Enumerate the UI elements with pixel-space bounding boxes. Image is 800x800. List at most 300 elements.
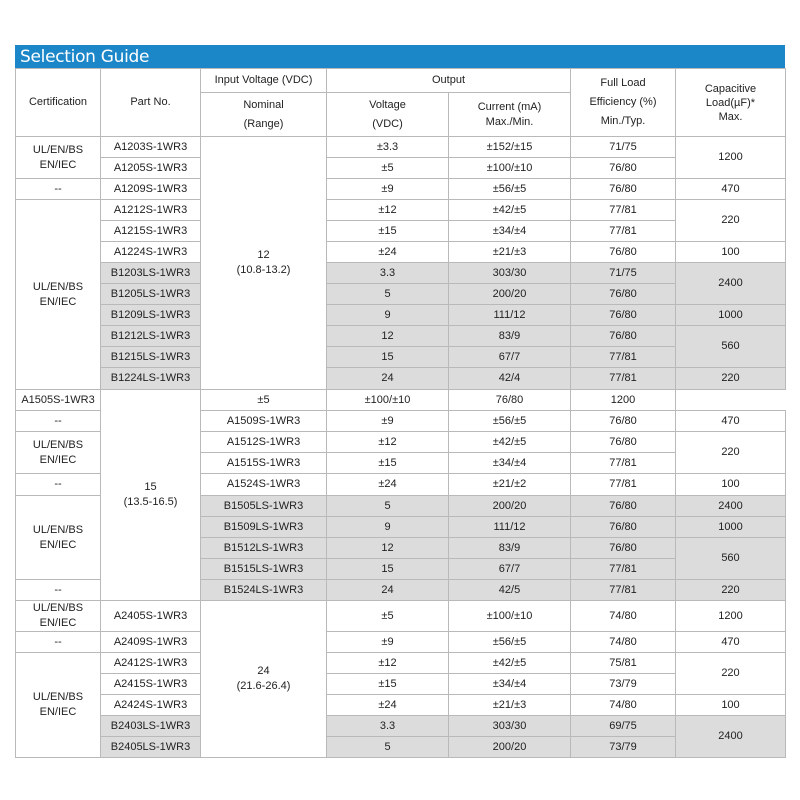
certification-cell — [16, 432, 101, 474]
output-voltage-cell — [327, 517, 449, 538]
part-no: A1512S-1WR3 — [226, 435, 301, 448]
output-voltage-cell — [327, 474, 449, 496]
current-cell — [449, 474, 571, 496]
part-no: A1515S-1WR3 — [226, 456, 301, 469]
capacitive-load: 470 — [721, 414, 740, 427]
output-voltage-cell — [327, 221, 449, 242]
part-no-cell — [201, 474, 327, 496]
voltage-range: (13.5-16.5) — [123, 496, 178, 508]
output-current: ±152/±15 — [486, 140, 533, 153]
output-current: 111/12 — [493, 308, 526, 321]
capacitive-load-cell — [676, 137, 786, 179]
capacitive-load: 560 — [721, 340, 740, 352]
part-no: A1215S-1WR3 — [113, 224, 188, 237]
capacitive-load: 2400 — [718, 730, 743, 742]
efficiency: 76/80 — [609, 245, 637, 258]
output-voltage: ±15 — [378, 677, 397, 690]
part-no: A1224S-1WR3 — [113, 245, 188, 258]
header-current-line1: Current (mA) — [477, 100, 542, 113]
capacitive-load: 220 — [721, 583, 740, 596]
section-title: Selection Guide — [20, 47, 150, 67]
output-current: 83/9 — [498, 329, 521, 342]
efficiency-cell — [571, 517, 676, 538]
header-output: Output — [327, 69, 571, 93]
cert-label: -- — [54, 583, 62, 596]
header-voltage-label: Voltage — [369, 98, 406, 111]
output-current: 303/30 — [492, 719, 527, 732]
output-voltage: ±9 — [381, 414, 394, 427]
output-voltage: ±12 — [378, 203, 397, 216]
efficiency-cell — [571, 137, 676, 158]
output-voltage: 15 — [381, 350, 394, 363]
output-voltage-cell — [327, 200, 449, 221]
output-voltage: 9 — [384, 520, 391, 533]
efficiency: 76/80 — [609, 329, 637, 342]
part-no-cell — [101, 601, 201, 632]
output-voltage: 5 — [384, 287, 391, 300]
table-row — [16, 158, 786, 179]
nominal-voltage: 24 — [257, 665, 270, 677]
table-row — [16, 737, 786, 758]
capacitive-load-cell — [676, 695, 786, 716]
cert-label: UL/EN/BS — [32, 438, 84, 451]
part-no: A1203S-1WR3 — [113, 140, 188, 153]
section-header — [15, 45, 785, 68]
header-input-voltage: Input Voltage (VDC) — [201, 69, 327, 93]
efficiency-cell — [571, 432, 676, 453]
certification-cell — [16, 474, 101, 496]
capacitive-load: 1200 — [610, 393, 636, 406]
part-no-cell — [101, 137, 201, 158]
capacitive-load: 560 — [721, 552, 740, 564]
capacitive-load-cell — [676, 305, 786, 326]
efficiency: 77/81 — [609, 350, 637, 363]
header-nominal-label: Nominal — [243, 98, 284, 111]
current-cell — [449, 347, 571, 368]
output-voltage-cell — [327, 632, 449, 653]
output-voltage-cell — [327, 158, 449, 179]
part-no-cell — [201, 517, 327, 538]
output-voltage-cell — [327, 326, 449, 347]
efficiency-cell — [571, 158, 676, 179]
output-voltage-cell — [201, 390, 327, 411]
header-range-label: (Range) — [243, 117, 284, 130]
output-voltage: ±15 — [378, 456, 397, 469]
output-voltage-cell — [327, 453, 449, 474]
capacitive-load: 2400 — [718, 277, 743, 289]
current-cell — [449, 411, 571, 432]
current-cell — [449, 221, 571, 242]
capacitive-load-cell — [676, 263, 786, 305]
part-no: A1524S-1WR3 — [226, 478, 301, 490]
part-no-cell — [101, 653, 201, 674]
part-no-cell — [201, 432, 327, 453]
efficiency: 77/81 — [609, 562, 637, 575]
part-no-cell — [101, 200, 201, 221]
output-current: ±34/±4 — [492, 677, 527, 690]
output-current: 200/20 — [492, 287, 527, 300]
table-row — [16, 179, 786, 200]
output-voltage-cell — [327, 368, 449, 390]
efficiency: 76/80 — [609, 520, 637, 533]
table-row — [16, 200, 786, 221]
part-no: A2405S-1WR3 — [113, 609, 188, 622]
efficiency: 73/79 — [609, 740, 637, 753]
part-no: A2409S-1WR3 — [113, 635, 188, 648]
current-cell — [449, 284, 571, 305]
current-cell — [449, 158, 571, 179]
part-no-cell — [201, 580, 327, 601]
capacitive-load-cell — [676, 411, 786, 432]
output-voltage-cell — [327, 559, 449, 580]
efficiency-cell — [571, 242, 676, 263]
efficiency: 77/81 — [609, 478, 637, 490]
current-cell — [449, 200, 571, 221]
table-row — [16, 137, 786, 158]
efficiency: 76/80 — [609, 435, 637, 448]
table-row — [16, 305, 786, 326]
certification-cell — [16, 632, 101, 653]
capacitive-load-cell — [676, 716, 786, 758]
part-no-cell — [101, 674, 201, 695]
part-no-cell — [101, 158, 201, 179]
output-voltage-cell — [327, 432, 449, 453]
output-voltage: ±24 — [378, 478, 397, 490]
output-current: ±56/±5 — [492, 182, 527, 195]
output-voltage: ±3.3 — [376, 140, 399, 153]
cert-label: -- — [54, 478, 62, 490]
efficiency: 76/80 — [495, 393, 524, 406]
current-cell — [449, 517, 571, 538]
current-cell — [449, 496, 571, 517]
cert-label: EN/IEC — [39, 453, 77, 466]
header-nominal — [201, 93, 327, 137]
voltage-range: (10.8-13.2) — [236, 264, 291, 276]
output-voltage: 3.3 — [379, 266, 396, 279]
part-no: A1212S-1WR3 — [113, 203, 188, 216]
efficiency: 71/75 — [609, 266, 637, 279]
part-no-cell — [101, 347, 201, 368]
output-voltage-cell — [327, 179, 449, 200]
capacitive-load: 220 — [721, 667, 740, 679]
capacitive-load: 100 — [721, 245, 740, 258]
efficiency-cell — [449, 390, 571, 411]
certification-cell — [16, 601, 101, 632]
output-voltage-cell — [327, 305, 449, 326]
header-cert: Certification — [16, 69, 101, 137]
output-current: ±42/±5 — [492, 656, 527, 669]
output-current: 303/30 — [492, 266, 527, 279]
efficiency-cell — [571, 347, 676, 368]
output-voltage: ±12 — [378, 435, 397, 448]
part-no: B1512LS-1WR3 — [223, 541, 304, 554]
capacitive-load: 1200 — [718, 151, 743, 163]
table-row — [16, 390, 786, 411]
output-current: ±34/±4 — [492, 224, 527, 237]
part-no: B1524LS-1WR3 — [223, 583, 304, 596]
header-cap-line3: Max. — [718, 110, 743, 123]
output-current: ±100/±10 — [364, 393, 411, 406]
capacitive-load-cell — [676, 200, 786, 242]
part-no-cell — [201, 538, 327, 559]
output-current: ±56/±5 — [492, 635, 527, 648]
table-row — [16, 632, 786, 653]
output-voltage: ±15 — [378, 224, 397, 237]
table-row — [16, 368, 786, 390]
output-current: ±100/±10 — [486, 161, 533, 174]
capacitive-load: 220 — [721, 372, 740, 384]
efficiency-cell — [571, 221, 676, 242]
cert-label: EN/IEC — [39, 158, 77, 171]
output-voltage: ±9 — [381, 182, 394, 195]
efficiency: 75/81 — [609, 656, 637, 669]
part-no: B1224LS-1WR3 — [110, 372, 191, 384]
current-cell — [449, 263, 571, 284]
efficiency: 73/79 — [609, 677, 637, 690]
efficiency: 74/80 — [609, 609, 637, 622]
header-voltage — [327, 93, 449, 137]
capacitive-load: 220 — [721, 214, 740, 226]
header-efficiency — [571, 69, 676, 137]
efficiency: 76/80 — [609, 308, 637, 321]
table-row — [16, 242, 786, 263]
certification-cell — [16, 580, 101, 601]
part-no-cell — [16, 390, 101, 411]
output-voltage: 5 — [384, 740, 391, 753]
efficiency: 76/80 — [609, 499, 637, 512]
efficiency: 76/80 — [609, 182, 637, 195]
output-voltage: 24 — [381, 372, 394, 384]
part-no-cell — [101, 284, 201, 305]
output-voltage: ±5 — [257, 393, 270, 406]
capacitive-load: 1000 — [718, 520, 743, 533]
capacitive-load: 1200 — [718, 609, 743, 622]
part-no: A1209S-1WR3 — [113, 182, 188, 195]
part-no-cell — [201, 453, 327, 474]
efficiency-cell — [571, 632, 676, 653]
part-no: B1505LS-1WR3 — [223, 499, 304, 512]
part-no-cell — [101, 632, 201, 653]
current-cell — [449, 538, 571, 559]
efficiency: 69/75 — [609, 719, 637, 732]
capacitive-load-cell — [676, 632, 786, 653]
header-eff-line3: Min./Typ. — [600, 115, 646, 127]
cert-label: UL/EN/BS — [32, 143, 84, 156]
cert-label: UL/EN/BS — [32, 523, 84, 536]
output-current: 111/12 — [493, 520, 526, 533]
part-no-cell — [101, 305, 201, 326]
cert-label: EN/IEC — [39, 538, 77, 551]
part-no: B1205LS-1WR3 — [110, 287, 191, 300]
header-capacitive — [676, 69, 786, 137]
part-no: B2403LS-1WR3 — [110, 719, 191, 732]
efficiency: 74/80 — [609, 635, 637, 648]
capacitive-load: 100 — [721, 698, 740, 711]
efficiency: 76/80 — [609, 414, 637, 427]
table-row — [16, 326, 786, 347]
output-voltage: ±24 — [378, 698, 397, 711]
efficiency-cell — [571, 496, 676, 517]
part-no: A2424S-1WR3 — [113, 698, 188, 711]
part-no-cell — [101, 221, 201, 242]
cert-label: -- — [54, 182, 62, 195]
output-current: ±100/±10 — [486, 609, 533, 622]
cert-label: EN/IEC — [39, 295, 77, 308]
capacitive-load-cell — [676, 580, 786, 601]
output-voltage: ±9 — [381, 635, 394, 648]
efficiency-cell — [571, 179, 676, 200]
part-no-cell — [101, 326, 201, 347]
table-row — [16, 653, 786, 674]
efficiency: 77/81 — [609, 456, 637, 469]
current-cell — [449, 453, 571, 474]
output-voltage-cell — [327, 284, 449, 305]
capacitive-load-cell — [676, 474, 786, 496]
table-row — [16, 601, 786, 632]
output-voltage: 15 — [381, 562, 394, 575]
certification-cell — [16, 411, 101, 432]
efficiency: 74/80 — [609, 698, 637, 711]
efficiency-cell — [571, 601, 676, 632]
part-no: A1509S-1WR3 — [226, 414, 301, 427]
efficiency-cell — [571, 453, 676, 474]
current-cell — [449, 601, 571, 632]
header-cap-line2: Load(µF)* — [705, 96, 756, 109]
efficiency-cell — [571, 368, 676, 390]
current-cell — [327, 390, 449, 411]
input-voltage-cell — [101, 390, 201, 601]
current-cell — [449, 580, 571, 601]
efficiency: 76/80 — [609, 541, 637, 554]
voltage-range: (21.6-26.4) — [236, 680, 291, 692]
part-no-cell — [101, 737, 201, 758]
header-eff-line1: Full Load — [600, 77, 646, 89]
output-voltage: 5 — [384, 499, 391, 512]
capacitive-load-cell — [676, 517, 786, 538]
current-cell — [449, 559, 571, 580]
part-no-cell — [101, 242, 201, 263]
part-no: A1205S-1WR3 — [113, 161, 188, 174]
efficiency-cell — [571, 674, 676, 695]
efficiency-cell — [571, 653, 676, 674]
output-voltage-cell — [327, 411, 449, 432]
header-vdc-label: (VDC) — [372, 117, 403, 130]
output-current: ±42/±5 — [492, 435, 527, 448]
capacitive-load-cell — [676, 653, 786, 695]
table-row — [16, 347, 786, 368]
output-voltage-cell — [327, 263, 449, 284]
output-current: 67/7 — [498, 350, 521, 363]
capacitive-load-cell — [676, 368, 786, 390]
efficiency: 77/81 — [609, 203, 637, 216]
capacitive-load-cell — [676, 432, 786, 474]
current-cell — [449, 179, 571, 200]
part-no-cell — [201, 496, 327, 517]
current-cell — [449, 368, 571, 390]
part-no: A1505S-1WR3 — [21, 393, 95, 406]
output-voltage-cell — [327, 737, 449, 758]
part-no-cell — [101, 179, 201, 200]
header-current — [449, 93, 571, 137]
part-no: A2415S-1WR3 — [113, 677, 188, 690]
efficiency-cell — [571, 559, 676, 580]
capacitive-load-cell — [676, 496, 786, 517]
nominal-voltage: 12 — [257, 249, 270, 261]
table-row — [16, 695, 786, 716]
efficiency: 77/81 — [609, 224, 637, 237]
capacitive-load-cell — [676, 601, 786, 632]
current-cell — [449, 305, 571, 326]
part-no: B1212LS-1WR3 — [110, 329, 191, 342]
capacitive-load: 470 — [721, 635, 740, 648]
cert-label: -- — [54, 414, 62, 427]
output-voltage-cell — [327, 695, 449, 716]
output-current: 200/20 — [492, 740, 527, 753]
efficiency-cell — [571, 305, 676, 326]
cert-label: UL/EN/BS — [32, 691, 84, 703]
efficiency: 71/75 — [609, 140, 637, 153]
part-no: B1203LS-1WR3 — [110, 266, 191, 279]
part-no-cell — [201, 559, 327, 580]
cert-label: UL/EN/BS — [32, 602, 84, 614]
output-voltage-cell — [327, 242, 449, 263]
capacitive-load-cell — [676, 538, 786, 580]
current-cell — [449, 653, 571, 674]
output-current: 83/9 — [498, 541, 521, 554]
capacitive-load: 220 — [721, 446, 740, 458]
certification-cell — [16, 179, 101, 200]
efficiency-cell — [571, 737, 676, 758]
output-current: 42/5 — [498, 583, 521, 596]
part-no: A2412S-1WR3 — [113, 656, 188, 669]
output-voltage: ±5 — [381, 161, 394, 174]
capacitive-load: 1000 — [718, 308, 743, 321]
efficiency-cell — [571, 326, 676, 347]
part-no: B1209LS-1WR3 — [110, 308, 191, 321]
capacitive-load-cell — [676, 242, 786, 263]
capacitive-load: 2400 — [718, 499, 743, 512]
input-voltage-cell — [201, 601, 327, 758]
efficiency-cell — [571, 263, 676, 284]
certification-cell — [16, 496, 101, 580]
efficiency-cell — [571, 411, 676, 432]
capacitive-load-cell — [571, 390, 676, 411]
output-voltage: 12 — [381, 329, 394, 342]
output-voltage-cell — [327, 653, 449, 674]
part-no-cell — [101, 368, 201, 390]
output-voltage-cell — [327, 716, 449, 737]
output-current: ±21/±3 — [492, 245, 527, 258]
efficiency: 76/80 — [609, 287, 637, 300]
current-cell — [449, 737, 571, 758]
part-no: B1509LS-1WR3 — [223, 520, 304, 533]
efficiency-cell — [571, 538, 676, 559]
input-voltage-cell — [201, 137, 327, 390]
table-row — [16, 221, 786, 242]
output-voltage-cell — [327, 538, 449, 559]
efficiency-cell — [571, 695, 676, 716]
efficiency-cell — [571, 474, 676, 496]
current-cell — [449, 695, 571, 716]
capacitive-load-cell — [676, 326, 786, 368]
output-voltage-cell — [327, 601, 449, 632]
current-cell — [449, 674, 571, 695]
selection-guide-table — [15, 68, 786, 758]
output-voltage-cell — [327, 580, 449, 601]
output-voltage: 12 — [381, 541, 394, 554]
efficiency-cell — [571, 716, 676, 737]
output-current: ±42/±5 — [492, 203, 527, 216]
